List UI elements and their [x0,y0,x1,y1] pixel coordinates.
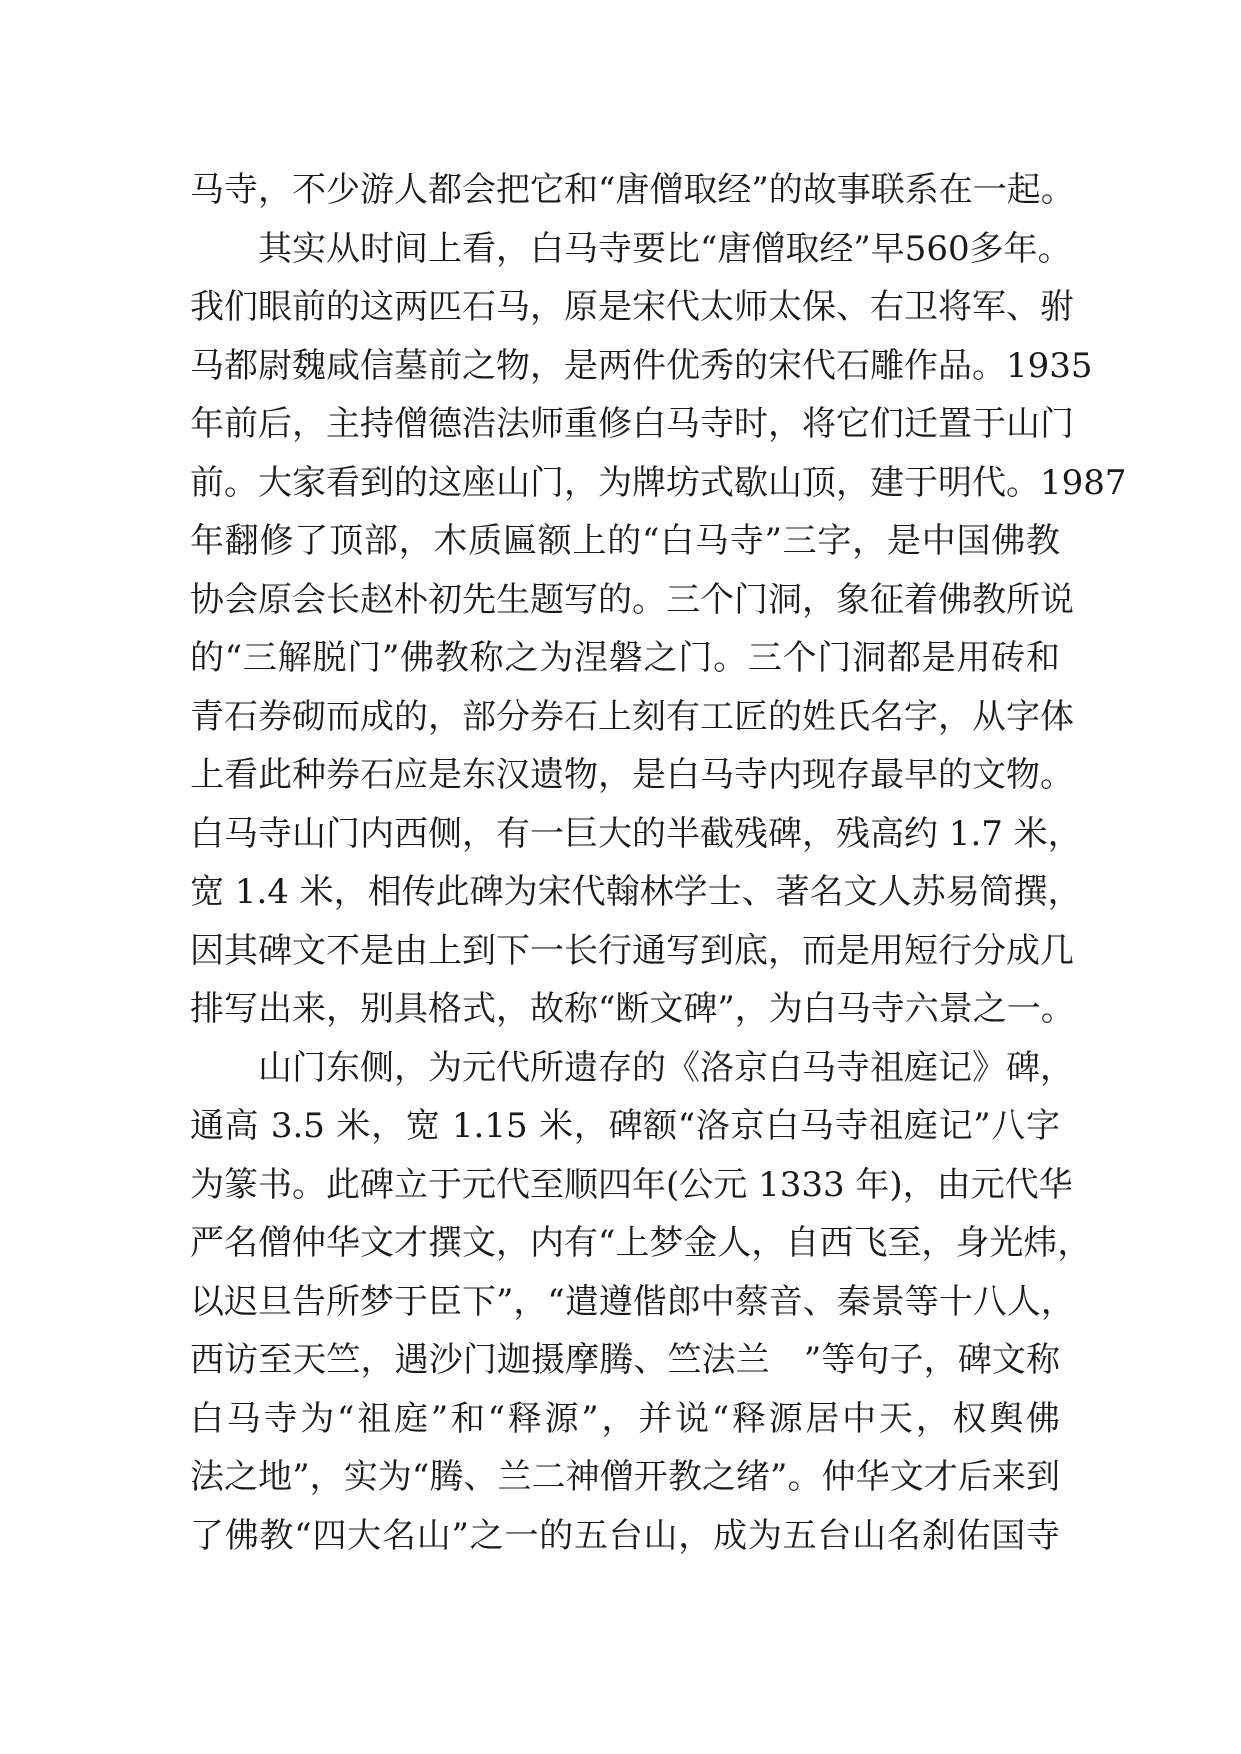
text-line: 年翻修了顶部，木质匾额上的“白马寺”三字，是中国佛教 [190,521,1060,561]
text-line: 因其碑文不是由上到下一长行通写到底，而是用短行分成几 [190,930,1074,971]
text-line: 宽 1.4 米，相传此碑为宋代翰林学士、著名文人苏易简撰， [190,872,1082,912]
text-line: 协会原会长赵朴初先生题写的。三个门洞，象征着佛教所说 [190,579,1074,620]
text-line: 马寺，不少游人都会把它和“唐僧取经”的故事联系在一起。 [190,170,1075,210]
text-line: 通高 3.5 米，宽 1.15 米，碑额“洛京白马寺祖庭记”八字 [190,1106,1060,1146]
text-line: 了佛教“四大名山”之一的五台山，成为五台山名刹佑国寺 [190,1515,1060,1556]
paragraph-first-line: 山门东侧，为元代所遗存的《洛京白马寺祖庭记》碑， [258,1047,1074,1088]
text-line: 前。大家看到的这座山门，为牌坊式歇山顶，建于明代。1987 [190,462,1127,503]
text-line: 的“三解脱门”佛教称之为涅磐之门。三个门洞都是用砖和 [190,638,1060,678]
text-line: 青石券砌而成的，部分券石上刻有工匠的姓氏名字，从字体 [190,696,1074,737]
text-line: 我们眼前的这两匹石马，原是宋代太师太保、右卫将军、驸 [190,287,1074,327]
text-line: 为篆书。此碑立于元代至顺四年(公元 1333 年)，由元代华 [190,1164,1073,1205]
text-line: 西访至天竺，遇沙门迦摄摩腾、竺法兰 ”等句子，碑文称 [190,1340,1060,1380]
text-line: 法之地”，实为“腾、兰二神僧开教之绪”。仲华文才后来到 [190,1457,1060,1497]
text-line: 白马寺为“祖庭”和“释源”，并说“释源居中天，权舆佛 [190,1398,1060,1439]
text-line: 马都尉魏咸信墓前之物，是两件优秀的宋代石雕作品。1935 [190,345,1093,386]
text-line: 排写出来，别具格式，故称“断文碑”，为白马寺六景之一。 [190,989,1075,1029]
paragraph-first-line: 其实从时间上看，白马寺要比“唐僧取经”早560多年。 [258,228,1072,269]
text-line: 年前后，主持僧德浩法师重修白马寺时，将它们迁置于山门 [190,404,1074,444]
body-text [190,161,1127,1565]
text-line: 白马寺山门内西侧，有一巨大的半截残碑，残高约 1.7 米， [190,813,1082,854]
text-line: 以迟旦告所梦于臣下”，“遣遵偕郎中蔡音、秦景等十八人， [190,1281,1075,1322]
text-line: 严名僧仲华文才撰文，内有“上梦金人，自西飞至，身光炜， [190,1223,1092,1263]
text-line: 上看此种券石应是东汉遗物，是白马寺内现存最早的文物。 [190,755,1074,795]
